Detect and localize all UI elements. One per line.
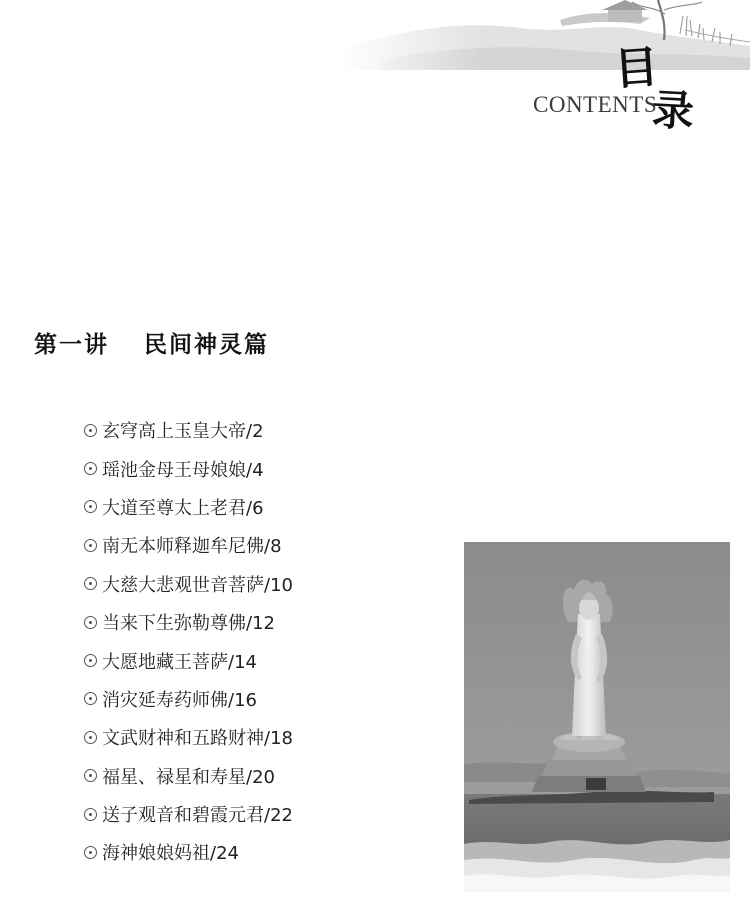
title-mu: 目 — [612, 41, 661, 96]
title-lu: 录 — [650, 84, 696, 137]
toc-item-label: 瑶池金母王母娘娘/4 — [102, 459, 264, 481]
toc-item-label: 海神娘娘妈祖/24 — [102, 843, 239, 865]
landscape-ink-painting — [340, 0, 750, 70]
toc-item-label: 送子观音和碧霞元君/22 — [102, 805, 293, 827]
toc-item-label: 大道至尊太上老君/6 — [102, 497, 264, 519]
toc-item[interactable] — [84, 795, 293, 833]
circle-dot-icon — [84, 577, 97, 590]
circle-dot-icon — [84, 424, 97, 437]
toc-item[interactable] — [84, 718, 293, 756]
toc-item-label: 大愿地藏王菩萨/14 — [102, 651, 257, 673]
circle-dot-icon — [84, 846, 97, 859]
toc-item-label: 玄穹高上玉皇大帝/2 — [102, 421, 264, 443]
toc-item[interactable] — [84, 603, 293, 641]
guanyin-statue-photo — [464, 542, 730, 892]
circle-dot-icon — [84, 539, 97, 552]
toc-item[interactable] — [84, 449, 293, 487]
toc-item[interactable] — [84, 411, 293, 449]
toc-item-label: 大慈大悲观世音菩萨/10 — [102, 574, 293, 596]
toc-list — [84, 411, 293, 872]
circle-dot-icon — [84, 616, 97, 629]
toc-item-label: 南无本师释迦牟尼佛/8 — [102, 536, 282, 558]
toc-item[interactable] — [84, 488, 293, 526]
circle-dot-icon — [84, 654, 97, 667]
toc-item[interactable] — [84, 565, 293, 603]
toc-item-label: 福星、禄星和寿星/20 — [102, 766, 275, 788]
toc-item-label: 文武财神和五路财神/18 — [102, 728, 293, 750]
toc-item[interactable] — [84, 526, 293, 564]
circle-dot-icon — [84, 462, 97, 475]
toc-item-label: 当来下生弥勒尊佛/12 — [102, 613, 275, 635]
toc-item[interactable] — [84, 757, 293, 795]
circle-dot-icon — [84, 769, 97, 782]
toc-item-label: 消灾延寿药师佛/16 — [102, 689, 257, 711]
section-heading: 第一讲 民间神灵篇 — [34, 331, 270, 358]
circle-dot-icon — [84, 808, 97, 821]
toc-item[interactable] — [84, 833, 293, 871]
toc-item[interactable] — [84, 641, 293, 679]
circle-dot-icon — [84, 731, 97, 744]
contents-label: CONTENTS — [533, 92, 658, 117]
toc-item[interactable] — [84, 680, 293, 718]
circle-dot-icon — [84, 692, 97, 705]
circle-dot-icon — [84, 500, 97, 513]
